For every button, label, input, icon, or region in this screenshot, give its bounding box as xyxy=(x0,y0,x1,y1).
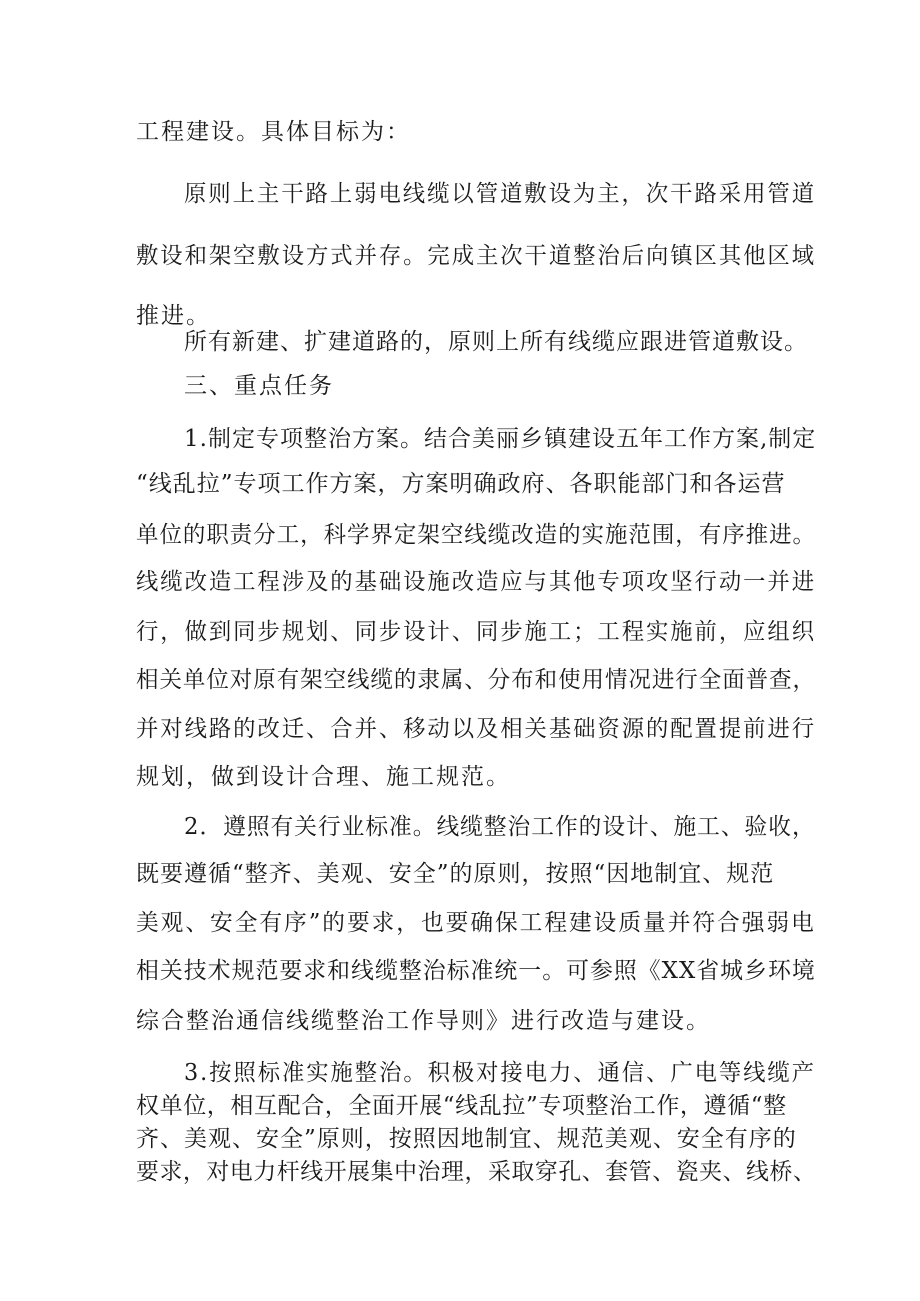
text-line: 1.制定专项整治方案。结合美丽乡镇建设五年工作方案,制定 xyxy=(184,426,817,452)
text-line: 所有新建、扩建道路的，原则上所有线缆应跟进管道敷设。 xyxy=(184,329,808,355)
text-line: 权单位，相互配合，全面开展“线乱拉”专项整治工作，遵循“整 xyxy=(136,1093,787,1119)
text-line: 相关单位对原有架空线缆的隶属、分布和使用情况进行全面普查， xyxy=(136,667,816,693)
text-line: 行，做到同步规划、同步设计、同步施工；工程实施前，应组织 xyxy=(136,619,816,645)
text-line: 规划，做到设计合理、施工规范。 xyxy=(136,764,511,790)
text-line: 综合整治通信线缆整治工作导则》进行改造与建设。 xyxy=(136,1008,711,1034)
section-heading: 三、重点任务 xyxy=(184,373,334,399)
text-line: 相关技术规范要求和线缆整治标准统一。可参照《XX省城乡环境 xyxy=(136,958,816,984)
text-line: 既要遵循“整齐、美观、安全”的原则，按照“因地制宜、规范 xyxy=(136,861,775,887)
text-line: 线缆改造工程涉及的基础设施改造应与其他专项攻坚行动一并进 xyxy=(136,569,816,595)
text-line: “线乱拉”专项工作方案，方案明确政府、各职能部门和各运营 xyxy=(136,471,786,497)
text-line: 要求，对电力杆线开展集中治理，采取穿孔、套管、瓷夹、线桥、 xyxy=(136,1159,817,1185)
text-line: 美观、安全有序”的要求，也要确保工程建设质量并符合强弱电 xyxy=(136,910,816,936)
text-line: 2．遵照有关行业标准。线缆整治工作的设计、施工、验收， xyxy=(184,814,816,840)
text-line: 齐、美观、安全”原则，按照因地制宜、规范美观、安全有序的 xyxy=(136,1126,797,1152)
text-line: 敷设和架空敷设方式并存。完成主次干道整治后向镇区其他区域 xyxy=(136,243,816,269)
text-line: 推进。 xyxy=(136,303,211,329)
text-line: 工程建设。具体目标为： xyxy=(136,119,411,145)
text-line: 并对线路的改迁、合并、移动以及相关基础资源的配置提前进行 xyxy=(136,716,816,742)
text-line: 原则上主干路上弱电线缆以管道敷设为主，次干路采用管道 xyxy=(184,181,816,207)
text-line: 单位的职责分工，科学界定架空线缆改造的实施范围，有序推进。 xyxy=(136,522,816,548)
text-line: 3.按照标准实施整治。积极对接电力、通信、广电等线缆产 xyxy=(184,1060,816,1086)
